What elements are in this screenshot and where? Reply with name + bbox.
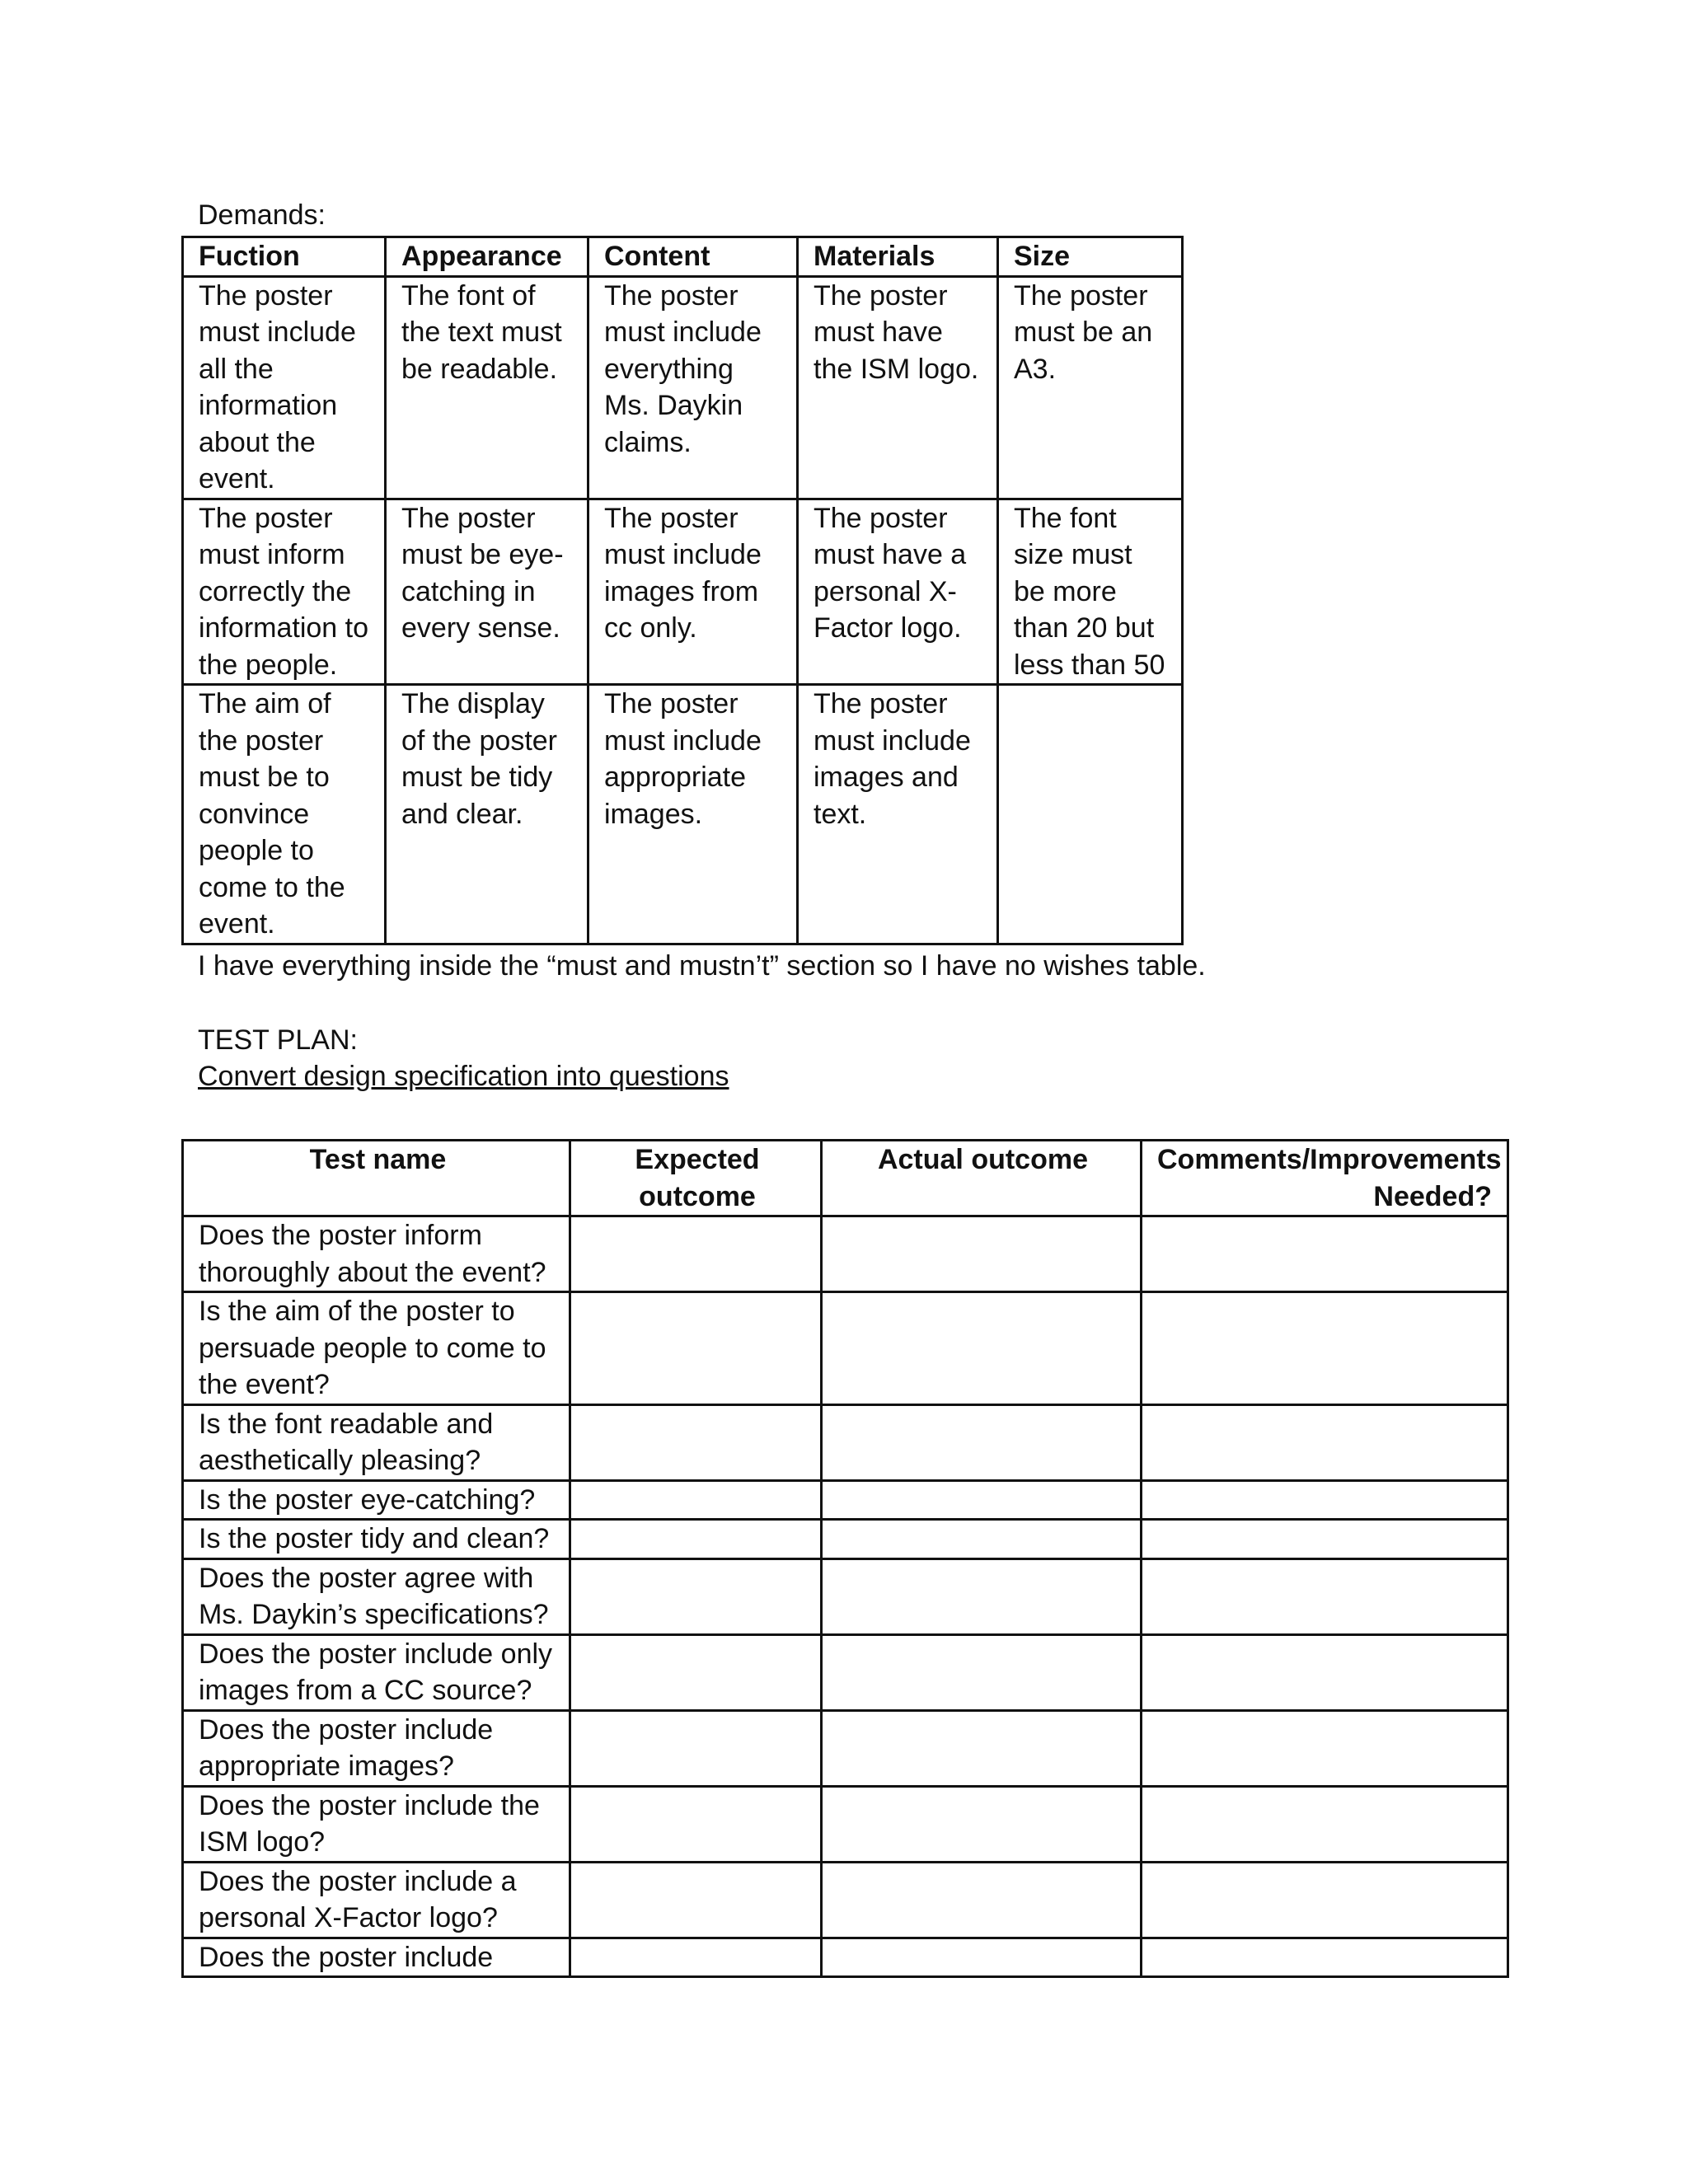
test-name-cell: Does the poster agree with Ms. Daykin’s specifications?	[183, 1558, 570, 1634]
expected-outcome-cell[interactable]	[570, 1480, 822, 1520]
test-name-cell: Does the poster include the ISM logo?	[183, 1786, 570, 1862]
demands-header-materials: Materials	[798, 237, 998, 277]
test-plan-row	[183, 1216, 1508, 1292]
test-name-cell: Does the poster include appropriate images?	[183, 1710, 570, 1786]
demands-cell: The font size must be more than 20 but less than 50	[998, 499, 1183, 685]
test-plan-header-row	[183, 1141, 1508, 1216]
actual-outcome-cell[interactable]	[822, 1786, 1142, 1862]
wishes-note: I have everything inside the “must and mustn’t” section so I have no wishes table.	[198, 950, 1206, 982]
test-plan-row	[183, 1404, 1508, 1480]
demands-header-row	[183, 237, 1183, 277]
expected-outcome-cell[interactable]	[570, 1404, 822, 1480]
test-plan-row	[183, 1292, 1508, 1405]
demands-cell: The poster must inform correctly the information to the people.	[183, 499, 386, 685]
expected-outcome-cell[interactable]	[570, 1634, 822, 1710]
test-name-cell: Is the poster eye-catching?	[183, 1480, 570, 1520]
expected-outcome-cell[interactable]	[570, 1558, 822, 1634]
test-plan-row	[183, 1862, 1508, 1938]
demands-row	[183, 685, 1183, 944]
test-name-cell: Does the poster include	[183, 1938, 570, 1977]
test-name-cell: Does the poster inform thoroughly about the event?	[183, 1216, 570, 1292]
demands-header-function: Fuction	[183, 237, 386, 277]
test-plan-row	[183, 1520, 1508, 1559]
comments-cell[interactable]	[1142, 1634, 1508, 1710]
demands-table	[181, 236, 1184, 945]
actual-outcome-cell[interactable]	[822, 1480, 1142, 1520]
test-plan-label: TEST PLAN:	[198, 1024, 358, 1056]
comments-cell[interactable]	[1142, 1558, 1508, 1634]
test-plan-header-test-name: Test name	[183, 1141, 570, 1216]
actual-outcome-cell[interactable]	[822, 1292, 1142, 1405]
expected-outcome-cell[interactable]	[570, 1786, 822, 1862]
demands-cell: The poster must have the ISM logo.	[798, 276, 998, 499]
expected-outcome-cell[interactable]	[570, 1710, 822, 1786]
actual-outcome-cell[interactable]	[822, 1404, 1142, 1480]
test-plan-table	[181, 1139, 1509, 1978]
comments-cell[interactable]	[1142, 1786, 1508, 1862]
actual-outcome-cell[interactable]	[822, 1634, 1142, 1710]
test-plan-row	[183, 1786, 1508, 1862]
comments-cell[interactable]	[1142, 1404, 1508, 1480]
demands-cell: The poster must include images from cc only.	[588, 499, 798, 685]
comments-cell[interactable]	[1142, 1938, 1508, 1977]
comments-cell[interactable]	[1142, 1520, 1508, 1559]
comments-cell[interactable]	[1142, 1710, 1508, 1786]
actual-outcome-cell[interactable]	[822, 1862, 1142, 1938]
test-plan-row	[183, 1558, 1508, 1634]
actual-outcome-cell[interactable]	[822, 1520, 1142, 1559]
expected-outcome-cell[interactable]	[570, 1938, 822, 1977]
comments-cell[interactable]	[1142, 1216, 1508, 1292]
comments-cell[interactable]	[1142, 1292, 1508, 1405]
test-name-cell: Does the poster include a personal X-Factor logo?	[183, 1862, 570, 1938]
demands-row	[183, 499, 1183, 685]
test-name-cell: Is the aim of the poster to persuade people to come to the event?	[183, 1292, 570, 1405]
actual-outcome-cell[interactable]	[822, 1216, 1142, 1292]
demands-cell: The display of the poster must be tidy and clear.	[386, 685, 588, 944]
test-plan-header-actual: Actual outcome	[822, 1141, 1142, 1216]
comments-cell[interactable]	[1142, 1862, 1508, 1938]
expected-outcome-cell[interactable]	[570, 1216, 822, 1292]
test-plan-subtitle: Convert design specification into questions	[198, 1061, 729, 1092]
demands-cell: The poster must include everything Ms. Daykin claims.	[588, 276, 798, 499]
test-name-cell: Is the font readable and aesthetically pleasing?	[183, 1404, 570, 1480]
demands-cell: The poster must have a personal X-Factor logo.	[798, 499, 998, 685]
test-plan-row	[183, 1634, 1508, 1710]
demands-cell: The poster must be eye-catching in every sense.	[386, 499, 588, 685]
actual-outcome-cell[interactable]	[822, 1938, 1142, 1977]
demands-header-content: Content	[588, 237, 798, 277]
test-plan-header-comments: Comments/Improvements Needed?	[1142, 1141, 1508, 1216]
demands-label: Demands:	[198, 199, 326, 231]
actual-outcome-cell[interactable]	[822, 1558, 1142, 1634]
expected-outcome-cell[interactable]	[570, 1862, 822, 1938]
demands-cell: The font of the text must be readable.	[386, 276, 588, 499]
demands-header-appearance: Appearance	[386, 237, 588, 277]
test-plan-row	[183, 1710, 1508, 1786]
demands-cell: The poster must include appropriate images.	[588, 685, 798, 944]
actual-outcome-cell[interactable]	[822, 1710, 1142, 1786]
test-name-cell: Does the poster include only images from a CC source?	[183, 1634, 570, 1710]
test-plan-row	[183, 1480, 1508, 1520]
test-plan-row	[183, 1938, 1508, 1977]
demands-cell	[998, 685, 1183, 944]
demands-cell: The poster must include images and text.	[798, 685, 998, 944]
demands-header-size: Size	[998, 237, 1183, 277]
demands-row	[183, 276, 1183, 499]
demands-cell: The aim of the poster must be to convince people to come to the event.	[183, 685, 386, 944]
expected-outcome-cell[interactable]	[570, 1292, 822, 1405]
test-name-cell: Is the poster tidy and clean?	[183, 1520, 570, 1559]
demands-cell: The poster must be an A3.	[998, 276, 1183, 499]
expected-outcome-cell[interactable]	[570, 1520, 822, 1559]
demands-cell: The poster must include all the information about the event.	[183, 276, 386, 499]
test-plan-header-expected: Expected outcome	[570, 1141, 822, 1216]
comments-cell[interactable]	[1142, 1480, 1508, 1520]
